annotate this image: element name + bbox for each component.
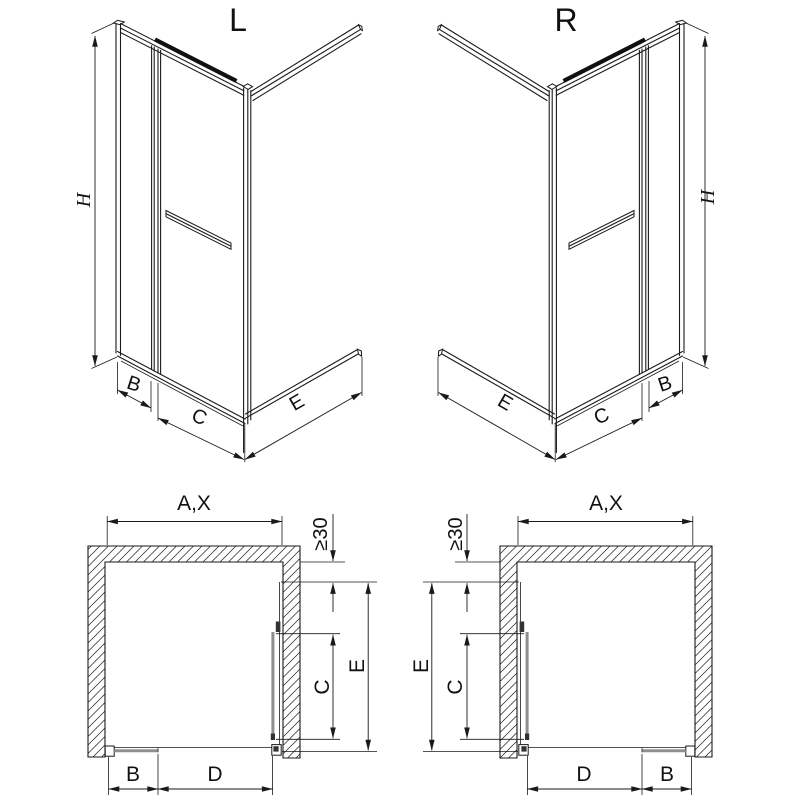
iso-left-dim-height: H xyxy=(73,192,95,208)
iso-left-title: L xyxy=(229,2,247,38)
plan-left-dim-fixed-panel: B xyxy=(125,763,141,786)
plan-right-dim-fixed-panel: B xyxy=(659,763,675,786)
plan-right-dim-door: C xyxy=(444,679,467,695)
plan-left-wall-hatch xyxy=(88,546,300,758)
plan-left-dim-opening: D xyxy=(207,763,223,786)
iso-left-dim-side-rail: E xyxy=(285,389,309,416)
plan-right-dim-min-wall-gap: ≥30 xyxy=(445,517,467,551)
plan-right-wall-hatch xyxy=(500,546,712,758)
plan-left-dim-min-wall-gap: ≥30 xyxy=(310,517,332,551)
iso-right-dim-height: H xyxy=(697,189,719,205)
left-half-geometry xyxy=(88,20,377,795)
iso-right-dim-fixed-panel: B xyxy=(655,371,675,397)
right-half-geometry-mirrored xyxy=(423,20,712,795)
plan-left-dim-width: A,X xyxy=(177,492,211,515)
iso-right-title: R xyxy=(554,2,578,38)
iso-left-dim-door: C xyxy=(188,404,211,431)
plan-left-dim-side: E xyxy=(346,658,369,674)
iso-right-dim-door: C xyxy=(590,403,613,430)
plan-right-dim-width: A,X xyxy=(589,492,623,515)
plan-right-dim-side: E xyxy=(410,658,433,674)
iso-right-dim-side-rail: E xyxy=(493,389,517,416)
plan-right-dim-opening: D xyxy=(576,763,592,786)
plan-left-dim-door: C xyxy=(311,679,334,695)
iso-left-dim-fixed-panel: B xyxy=(124,371,144,397)
